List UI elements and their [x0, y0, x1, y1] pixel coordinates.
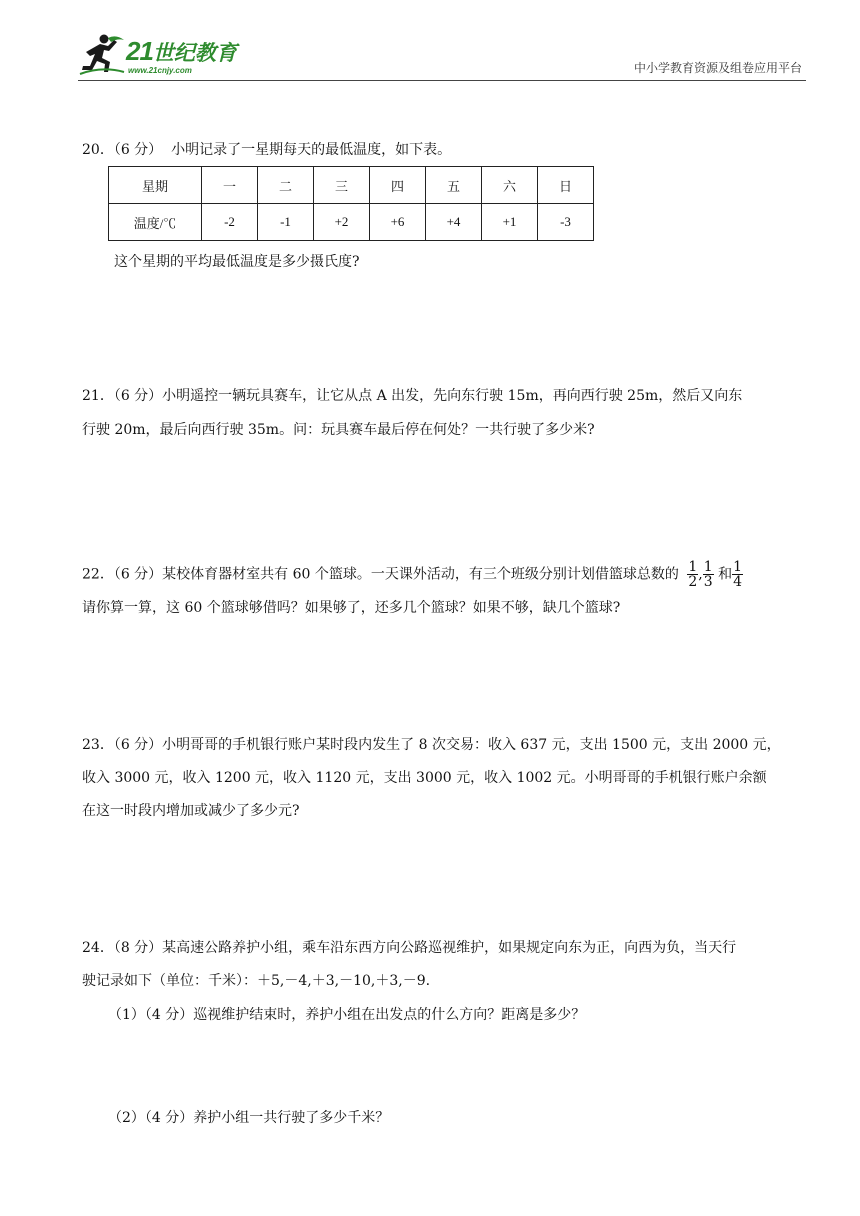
table-cell: -2 [202, 204, 258, 241]
table-cell: 五 [426, 167, 482, 204]
logo [78, 32, 248, 78]
runner-logo-icon [78, 32, 126, 78]
page-header [78, 30, 806, 81]
table-header-label: 星期 [109, 167, 202, 204]
table-cell: +1 [482, 204, 538, 241]
q20-question: 这个星期的平均最低温度是多少摄氏度? [114, 254, 360, 270]
q24-subquestion-1: （1）（4 分）巡视维护结束时，养护小组在出发点的什么方向？距离是多少？ [108, 1007, 586, 1023]
fraction: $\frac{1}{2}$ [688, 559, 698, 590]
q22-line: 22．（6 分）某校体育器材室共有 60 个篮球。一天课外活动，有三个班级分别计划借篮球总数的 $\frac{1}{2}$ , $\frac{1}{3}$ 和 $\frac{1}{4}$ [82, 559, 743, 590]
table-cell: 三 [314, 167, 370, 204]
table-cell: 四 [370, 167, 426, 204]
table-cell: -1 [258, 204, 314, 241]
q23-line: 23．（6 分）小明哥哥的手机银行账户某时段内发生了 8 次交易：收入 637 元，支出 1500 元，支出 2000 元， [82, 737, 781, 753]
table-row [109, 167, 594, 204]
table-cell: +4 [426, 204, 482, 241]
logo-wordmark: 21世纪教育 [126, 36, 237, 66]
q24-line: 驶记录如下（单位：千米）：＋5,－4,＋3,－10,＋3,－9. [82, 973, 431, 989]
q20-title: 20．（6 分） 小明记录了一星期每天的最低温度，如下表。 [82, 142, 452, 158]
fraction: $\frac{1}{3}$ [703, 559, 713, 590]
temperature-table [108, 166, 594, 241]
q23-line: 在这一时段内增加或减少了多少元? [82, 803, 300, 819]
table-cell: 一 [202, 167, 258, 204]
q24-line: 24．（8 分）某高速公路养护小组，乘车沿东西方向公路巡视维护，如果规定向东为正，向西为负，当天行 [82, 940, 737, 956]
table-row [109, 204, 594, 241]
table-cell: 二 [258, 167, 314, 204]
q23-line: 收入 3000 元，收入 1200 元，收入 1120 元，支出 3000 元，收入 1002 元。小明哥哥的手机银行账户余额 [82, 770, 767, 786]
table-row-label: 温度/℃ [109, 204, 202, 241]
fraction: $\frac{1}{4}$ [733, 559, 743, 590]
q24-subquestion-2: （2）（4 分）养护小组一共行驶了多少千米？ [108, 1110, 390, 1126]
platform-name: 中小学教育资源及组卷应用平台 [633, 61, 802, 75]
logo-url: www.21cnjy.com [128, 66, 192, 75]
table-cell: +2 [314, 204, 370, 241]
q22-line: 请你算一算，这 60 个篮球够借吗？如果够了，还多几个篮球？如果不够，缺几个篮球? [82, 600, 621, 616]
table-cell: 日 [538, 167, 594, 204]
table-cell: -3 [538, 204, 594, 241]
table-cell: +6 [370, 204, 426, 241]
q21-line: 21．（6 分）小明遥控一辆玩具赛车，让它从点 A 出发，先向东行驶 15m，再向西行驶 25m，然后又向东 [82, 388, 743, 404]
q21-line: 行驶 20m，最后向西行驶 35m。问：玩具赛车最后停在何处？一共行驶了多少米? [82, 422, 595, 438]
table-cell: 六 [482, 167, 538, 204]
